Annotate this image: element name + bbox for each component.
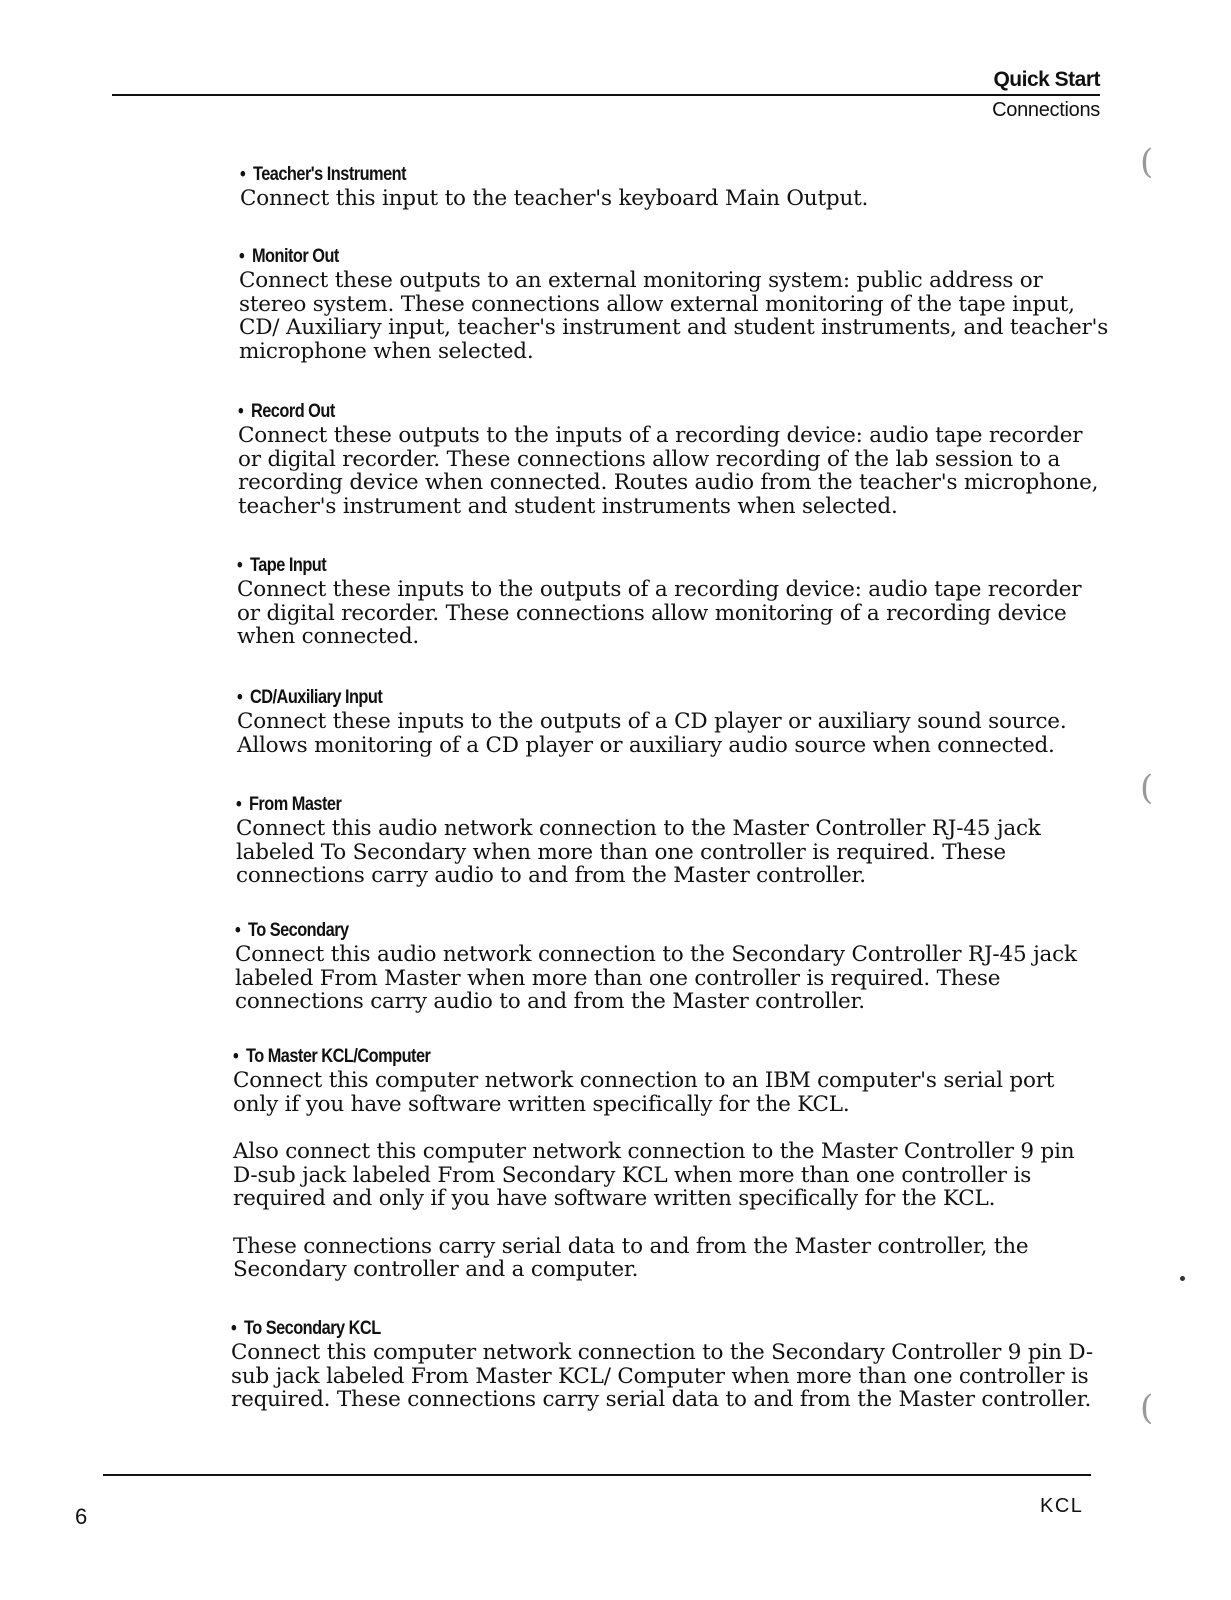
binding-hole-mark-icon: ( bbox=[1140, 142, 1154, 182]
connection-entry bbox=[238, 401, 1108, 518]
header-rule bbox=[112, 94, 1100, 96]
connection-entry bbox=[233, 1046, 1103, 1282]
bullet-icon: • bbox=[238, 401, 244, 422]
connection-description: Connect these inputs to the outputs of a recording device: audio tape recorder or digital recorder. These connections allow monitoring of a recording device when connected. bbox=[237, 577, 1082, 649]
connection-term-label: To Secondary KCL bbox=[243, 1318, 381, 1339]
connection-entry bbox=[237, 687, 1107, 757]
connection-description: Connect these outputs to the inputs of a recording device: audio tape recorder or digital recorder. These connections allow recording of the lab session to a recording device when connected. Routes audio from the teacher's microphone, teacher's instrument and student instruments when selected. bbox=[238, 423, 1099, 519]
connection-term bbox=[239, 246, 987, 268]
connection-entry bbox=[231, 1318, 1101, 1412]
connection-description: Also connect this computer network connection to the Master Controller 9 pin D-sub jack labeled From Secondary KCL when more than one controller is required and only if you have software written specifically for the KCL. bbox=[233, 1139, 1075, 1211]
bullet-icon: • bbox=[235, 920, 241, 941]
bullet-icon: • bbox=[236, 794, 242, 815]
connection-entry bbox=[236, 794, 1106, 888]
bullet-icon: • bbox=[237, 687, 243, 708]
connection-description: Connect these outputs to an external monitoring system: public address or stereo system. These connections allow external monitoring of the tape input, CD/ Auxiliary input, teacher's instrument and student instruments, and teacher's microphone when selected. bbox=[239, 268, 1109, 364]
bullet-icon: • bbox=[233, 1046, 239, 1067]
connection-term bbox=[237, 687, 985, 709]
connection-term bbox=[231, 1318, 979, 1340]
connection-term bbox=[237, 555, 985, 577]
bullet-icon: • bbox=[231, 1318, 237, 1339]
connection-term bbox=[240, 164, 988, 186]
connection-term bbox=[236, 794, 984, 816]
connection-description: Connect this input to the teacher's keyboard Main Output. bbox=[240, 186, 869, 211]
connection-term-label: Record Out bbox=[250, 401, 335, 422]
connection-term-label: Tape Input bbox=[249, 555, 327, 576]
bullet-icon: • bbox=[237, 555, 243, 576]
bullet-icon: • bbox=[239, 246, 245, 267]
header-subsection-title: Connections bbox=[992, 99, 1100, 121]
connection-entry bbox=[237, 555, 1107, 649]
speck-mark-icon bbox=[1180, 1276, 1185, 1281]
page-number: 6 bbox=[75, 1504, 88, 1529]
connection-description: Connect this computer network connection to an IBM computer's serial port only if you have software written specifically for the KCL. bbox=[233, 1068, 1055, 1117]
header-section-title: Quick Start bbox=[993, 68, 1100, 91]
connection-term bbox=[235, 920, 983, 942]
footer-label: KCL bbox=[1040, 1495, 1084, 1517]
bullet-icon: • bbox=[240, 164, 246, 185]
binding-hole-mark-icon: ( bbox=[1140, 1388, 1154, 1428]
connection-description: Connect this audio network connection to the Secondary Controller RJ-45 jack labeled From Master when more than one controller is required. These connections carry audio to and from the Master controller. bbox=[235, 942, 1077, 1014]
connection-term-label: Monitor Out bbox=[251, 246, 339, 267]
connection-description: Connect these inputs to the outputs of a CD player or auxiliary sound source. Allows monitoring of a CD player or auxiliary audio source when connected. bbox=[237, 709, 1067, 758]
connection-term-label: From Master bbox=[248, 794, 342, 815]
connection-entry bbox=[240, 164, 1110, 211]
connection-description: Connect this computer network connection to the Secondary Controller 9 pin D-sub jack labeled From Master KCL/ Computer when more than one controller is required. These connections carry serial data to and from the Master controller. bbox=[231, 1340, 1093, 1412]
connection-term-label: Teacher's Instrument bbox=[252, 164, 407, 185]
binding-hole-mark-icon: ( bbox=[1140, 768, 1154, 808]
connection-term bbox=[238, 401, 986, 423]
connection-term-label: To Master KCL/Computer bbox=[245, 1046, 431, 1067]
footer-rule bbox=[103, 1474, 1091, 1476]
connection-term-label: To Secondary bbox=[247, 920, 349, 941]
connection-description: Connect this audio network connection to the Master Controller RJ-45 jack labeled To Secondary when more than one controller is required. These connections carry audio to and from the Master controller. bbox=[236, 816, 1041, 888]
connection-entry bbox=[235, 920, 1105, 1014]
connection-description: These connections carry serial data to and from the Master controller, the Secondary controller and a computer. bbox=[233, 1233, 1029, 1282]
connection-entry bbox=[239, 246, 1109, 363]
connection-term-label: CD/Auxiliary Input bbox=[249, 687, 383, 708]
connection-term bbox=[233, 1046, 981, 1068]
